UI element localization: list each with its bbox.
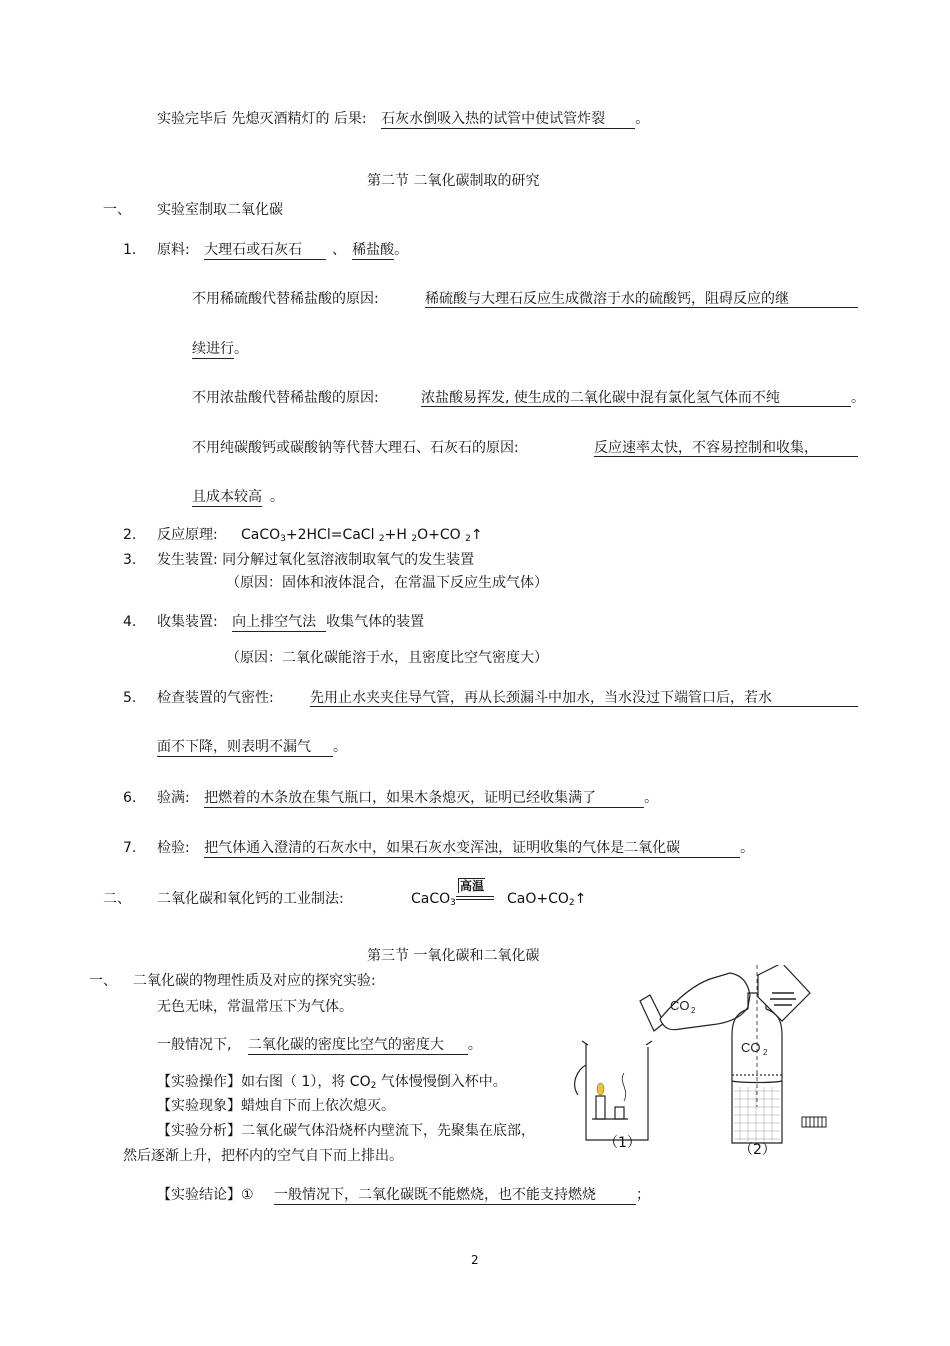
experiment-conclusion	[157, 1186, 650, 1205]
svg-text:CO: CO	[670, 998, 690, 1013]
item5-underline	[310, 706, 858, 707]
s2-h1-num: 一、	[103, 202, 131, 218]
reason3-answer-a: 反应速率太快，不容易控制和收集，	[594, 440, 818, 456]
section3-title: 第三节 一氧化碳和二氧化碳	[367, 948, 540, 964]
experiment-operation: 【实验操作】如右图（ 1），将 $CO_2$ 气体慢慢倒入杯中。	[157, 1074, 507, 1091]
experiment-phenomenon: 【实验现象】蜡烛自下而上依次熄灭。	[157, 1098, 395, 1114]
reason1-underline	[425, 307, 858, 308]
figure2-label: （2）	[739, 1142, 776, 1158]
figure2-water	[734, 1087, 780, 1141]
item2-num: 2.	[123, 527, 137, 543]
item7-label: 检验:	[157, 840, 190, 856]
industrial-products: $CaO+CO_2↑$	[507, 891, 587, 908]
item5-answer-b: 面不下降，则表明不漏气	[157, 738, 333, 757]
operation-text-b: 气体慢慢倒入杯中。	[380, 1074, 507, 1090]
reason1-label: 不用稀硫酸代替稀盐酸的原因:	[192, 291, 379, 307]
conclusion-answer: 一般情况下，二氧化碳既不能燃烧，也不能支持燃烧	[274, 1186, 636, 1205]
item5-num: 5.	[123, 690, 137, 706]
item5-end: 。	[333, 739, 347, 755]
reason1-answer-a: 稀硫酸与大理石反应生成微溶于水的硫酸钙，阻碍反应的继	[425, 291, 789, 307]
s3-p2-label: 一般情况下,	[157, 1037, 232, 1053]
item4	[157, 613, 424, 632]
scale-icon	[802, 1117, 826, 1127]
s2-h2-num: 二、	[103, 891, 131, 907]
item7-end: 。	[740, 840, 755, 856]
industrial-reactant: CaCO$_3$	[411, 891, 456, 908]
item5-cont	[157, 738, 347, 757]
s3-p1: 无色无味，常温常压下为气体。	[157, 999, 353, 1015]
top-line-answer: 石灰水倒吸入热的试管中使试管炸裂	[381, 110, 635, 129]
figure1-label: （1）	[604, 1135, 641, 1151]
s3-h1-num: 一、	[89, 973, 117, 989]
top-line-label: 实验完毕后 先熄灭酒精灯的 后果:	[157, 111, 367, 127]
item1-end: 。	[394, 242, 409, 258]
item4-label: 收集装置:	[157, 614, 218, 630]
item3-num: 3.	[123, 552, 137, 568]
high-temp-condition	[456, 878, 494, 904]
item1-num: 1.	[123, 242, 137, 258]
reason2-label: 不用浓盐酸代替稀盐酸的原因:	[192, 390, 379, 406]
reason3-cont	[192, 488, 284, 507]
experiment-analysis-a: 【实验分析】二氧化碳气体沿烧杯内壁流下，先聚集在底部，	[157, 1123, 535, 1139]
item7-answer: 把气体通入澄清的石灰水中，如果石灰水变浑浊，证明收集的气体是二氧化碳	[204, 839, 740, 858]
item5-label: 检查装置的气密性:	[157, 690, 274, 706]
item4-tail: 收集气体的装置	[326, 614, 425, 630]
item1-sep: 、	[332, 242, 347, 258]
reaction-equation: CaCO$_3$+2HCl=CaCl $_2$+H $_2$O+CO $_2$↑	[241, 527, 483, 544]
reason1-answer-b: 续进行	[192, 341, 234, 357]
reason3-end: 。	[270, 489, 284, 505]
s3-p2-end: 。	[467, 1037, 482, 1053]
item1-answer2: 稀盐酸	[352, 242, 395, 258]
conclusion-label: 【实验结论】①	[157, 1187, 254, 1203]
experiment-analysis-b: 然后逐渐上升，把杯内的空气自下而上排出。	[123, 1148, 403, 1164]
item1	[157, 241, 408, 260]
item4-reason: （原因：二氧化碳能溶于水，且密度比空气密度大）	[226, 650, 548, 666]
item3-reason: （原因：固体和液体混合，在常温下反应生成气体）	[226, 575, 548, 591]
conclusion-end: ；	[636, 1187, 651, 1203]
item6-label: 验满:	[157, 790, 190, 806]
reason2-answer: 浓盐酸易挥发, 使生成的二氧化碳中混有氯化氢气体而不纯	[421, 390, 780, 406]
operation-text-a: 【实验操作】如右图（ 1），将	[157, 1074, 346, 1090]
item4-num: 4.	[123, 614, 137, 630]
candle-flame-icon	[597, 1083, 604, 1095]
item3-text: 发生装置: 同分解过氧化氢溶液制取氧气的发生装置	[157, 552, 475, 568]
item7	[157, 839, 754, 858]
svg-text:2: 2	[763, 1048, 768, 1057]
item5-answer-a: 先用止水夹夹住导气管，再从长颈漏斗中加水，当水没过下端管口后，若水	[310, 690, 772, 706]
section2-title: 第二节 二氧化碳制取的研究	[367, 173, 540, 189]
reason1-cont	[192, 340, 248, 359]
s2-h2-text: 二氧化碳和氧化钙的工业制法:	[157, 891, 344, 907]
s3-p2-answer: 二氧化碳的密度比空气的密度大	[248, 1036, 468, 1055]
reason3-label: 不用纯碳酸钙或碳酸钠等代替大理石、石灰石的原因:	[192, 440, 519, 456]
item7-num: 7.	[123, 840, 137, 856]
item6-end: 。	[644, 790, 659, 806]
item2-label: 反应原理:	[157, 527, 218, 543]
reason3-answer-b: 且成本较高	[192, 489, 262, 505]
item6-answer: 把燃着的木条放在集气瓶口，如果木条熄灭，证明已经收集满了	[204, 789, 644, 808]
funnel-icon	[758, 965, 810, 1021]
item4-answer: 向上排空气法	[232, 613, 326, 632]
s2-h1-text: 实验室制取二氧化碳	[157, 202, 283, 218]
item6-num: 6.	[123, 790, 137, 806]
svg-text:CO: CO	[741, 1040, 761, 1055]
s3-h1-text: 二氧化碳的物理性质及对应的探究实验:	[133, 973, 376, 989]
item6	[157, 789, 658, 808]
reason1-end: 。	[234, 341, 248, 357]
s3-p2	[157, 1036, 482, 1055]
high-temp-label: 高温	[460, 879, 485, 893]
figure1-beaker	[575, 1041, 652, 1140]
reason2-underline	[421, 406, 851, 407]
reason2-end: 。	[851, 390, 865, 406]
top-line-end: 。	[635, 111, 650, 127]
item1-label: 原料:	[157, 242, 190, 258]
item1-answer1: 大理石或石灰石	[204, 241, 326, 260]
top-line	[157, 110, 649, 129]
page-number: 2	[471, 1253, 479, 1267]
svg-text:2: 2	[691, 1006, 696, 1015]
reason3-underline	[594, 456, 858, 457]
